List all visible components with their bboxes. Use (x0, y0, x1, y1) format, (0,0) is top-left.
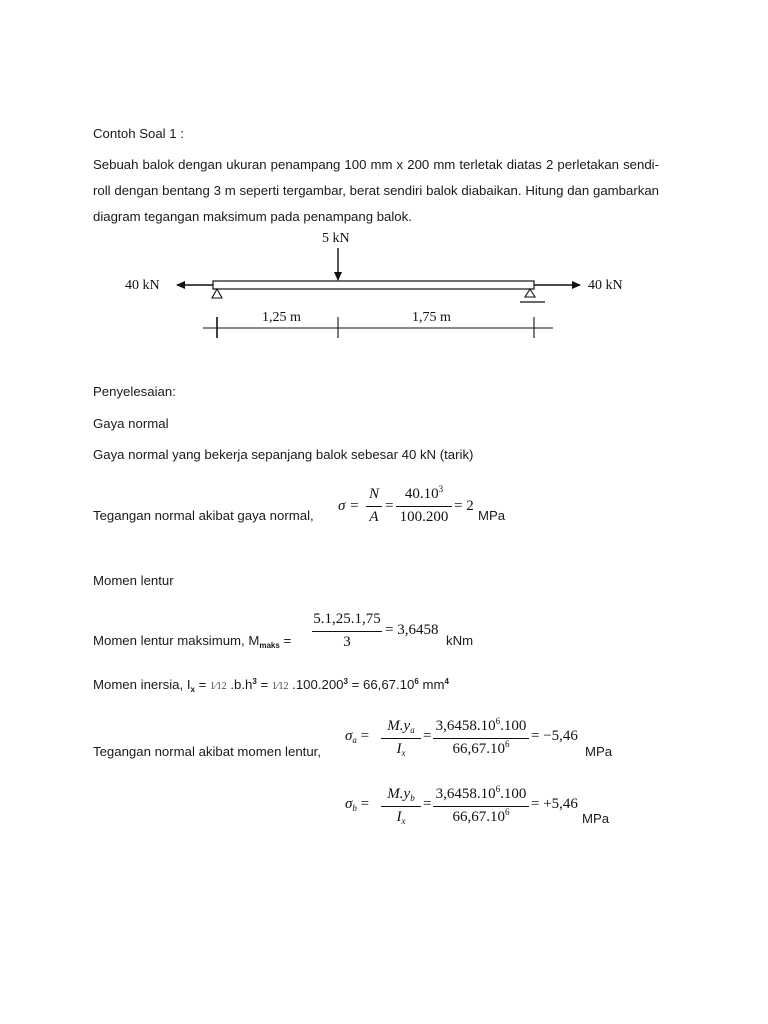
inertia-line: Momen inersia, $I_x$ = 1⁄12 $.b.h^3$ = 1⁄12 $.100.200^3 = 66,67.10^6$ $mm^4$ (93, 677, 449, 694)
sigma-b-bar1 (381, 806, 421, 807)
span-left-label: 1,25 m (262, 310, 301, 325)
right-axial-label: 40 kN (588, 278, 623, 293)
sigma-b-num2: 3,6458.10$^6$.100 (435, 784, 527, 802)
beam-diagram (0, 225, 768, 350)
left-axial-label: 40 kN (125, 278, 160, 293)
moment-den: 3 (343, 634, 351, 650)
sigma-a-unit: MPa (585, 744, 613, 759)
normal-stress-eq1: = (385, 498, 394, 514)
sigma-a-den1: $I_x$ (396, 741, 406, 758)
problem-text: Sebuah balok dengan ukuran penampang 100 mm x 200 mm terletak diatas 2 perletakan sendi-roll dengan bentang 3 m seperti tergambar, berat sendiri balok diabaikan. Hitung dan gambarkan diagram tegangan maksimum pada penampang balok. (93, 157, 659, 224)
frac1-bar (366, 506, 382, 507)
frac1-den: A (369, 509, 379, 525)
roller-support (525, 289, 535, 297)
frac2-bar (396, 506, 452, 507)
frac1-num: N (368, 486, 379, 502)
sigma-b-den1: $I_x$ (396, 809, 406, 826)
sigma-b-bar2 (433, 806, 529, 807)
sigma-a-result: = −5,46 (531, 728, 578, 744)
sigma-a-bar1 (381, 738, 421, 739)
sigma-a-lhs: $\sigma_a$ = (345, 728, 370, 745)
sigma-a-eq2: = (423, 728, 432, 744)
sigma-a-num1: $M.y_a$ (387, 718, 415, 735)
moment-bar (312, 631, 382, 632)
sigma-a-num2: 3,6458.10$^6$.100 (435, 716, 527, 734)
sigma-b-num1: $M.y_b$ (387, 786, 415, 803)
problem-heading: Contoh Soal 1 : (93, 126, 184, 141)
normal-stress-result: = 2 (454, 498, 474, 514)
normal-stress-unit: MPa (478, 508, 506, 523)
sigma-b-lhs: $\sigma_b$ = (345, 796, 370, 813)
pin-support (212, 289, 222, 298)
normal-stress-lhs: σ = (338, 498, 360, 514)
bending-label: Tegangan normal akibat momen lentur, (93, 744, 321, 759)
point-load-label: 5 kN (322, 231, 350, 246)
sigma-b-result: = +5,46 (531, 796, 578, 812)
sigma-b-unit: MPa (582, 811, 610, 826)
normal-heading: Gaya normal (93, 416, 169, 431)
moment-label: Momen lentur maksimum, $M_{maks}$ = (93, 633, 292, 650)
sigma-a-den2: 66,67.10$^6$ (452, 739, 510, 757)
frac2-num: 40.10$^3$ (404, 484, 444, 502)
sigma-b-eq2: = (423, 796, 432, 812)
sigma-a-bar2 (433, 738, 529, 739)
normal-text: Gaya normal yang bekerja sepanjang balok sebesar 40 kN (tarik) (93, 447, 474, 462)
moment-unit: kNm (446, 633, 474, 648)
moment-heading: Momen lentur (93, 573, 174, 588)
solution-title: Penyelesaian: (93, 384, 176, 399)
normal-stress-label: Tegangan normal akibat gaya normal, (93, 508, 314, 523)
moment-num: 5.1,25.1,75 (313, 611, 381, 627)
beam (213, 281, 534, 289)
frac2-den: 100.200 (399, 509, 449, 525)
span-right-label: 1,75 m (412, 310, 451, 325)
sigma-b-den2: 66,67.10$^6$ (452, 807, 510, 825)
moment-result: = 3,6458 (385, 622, 439, 638)
